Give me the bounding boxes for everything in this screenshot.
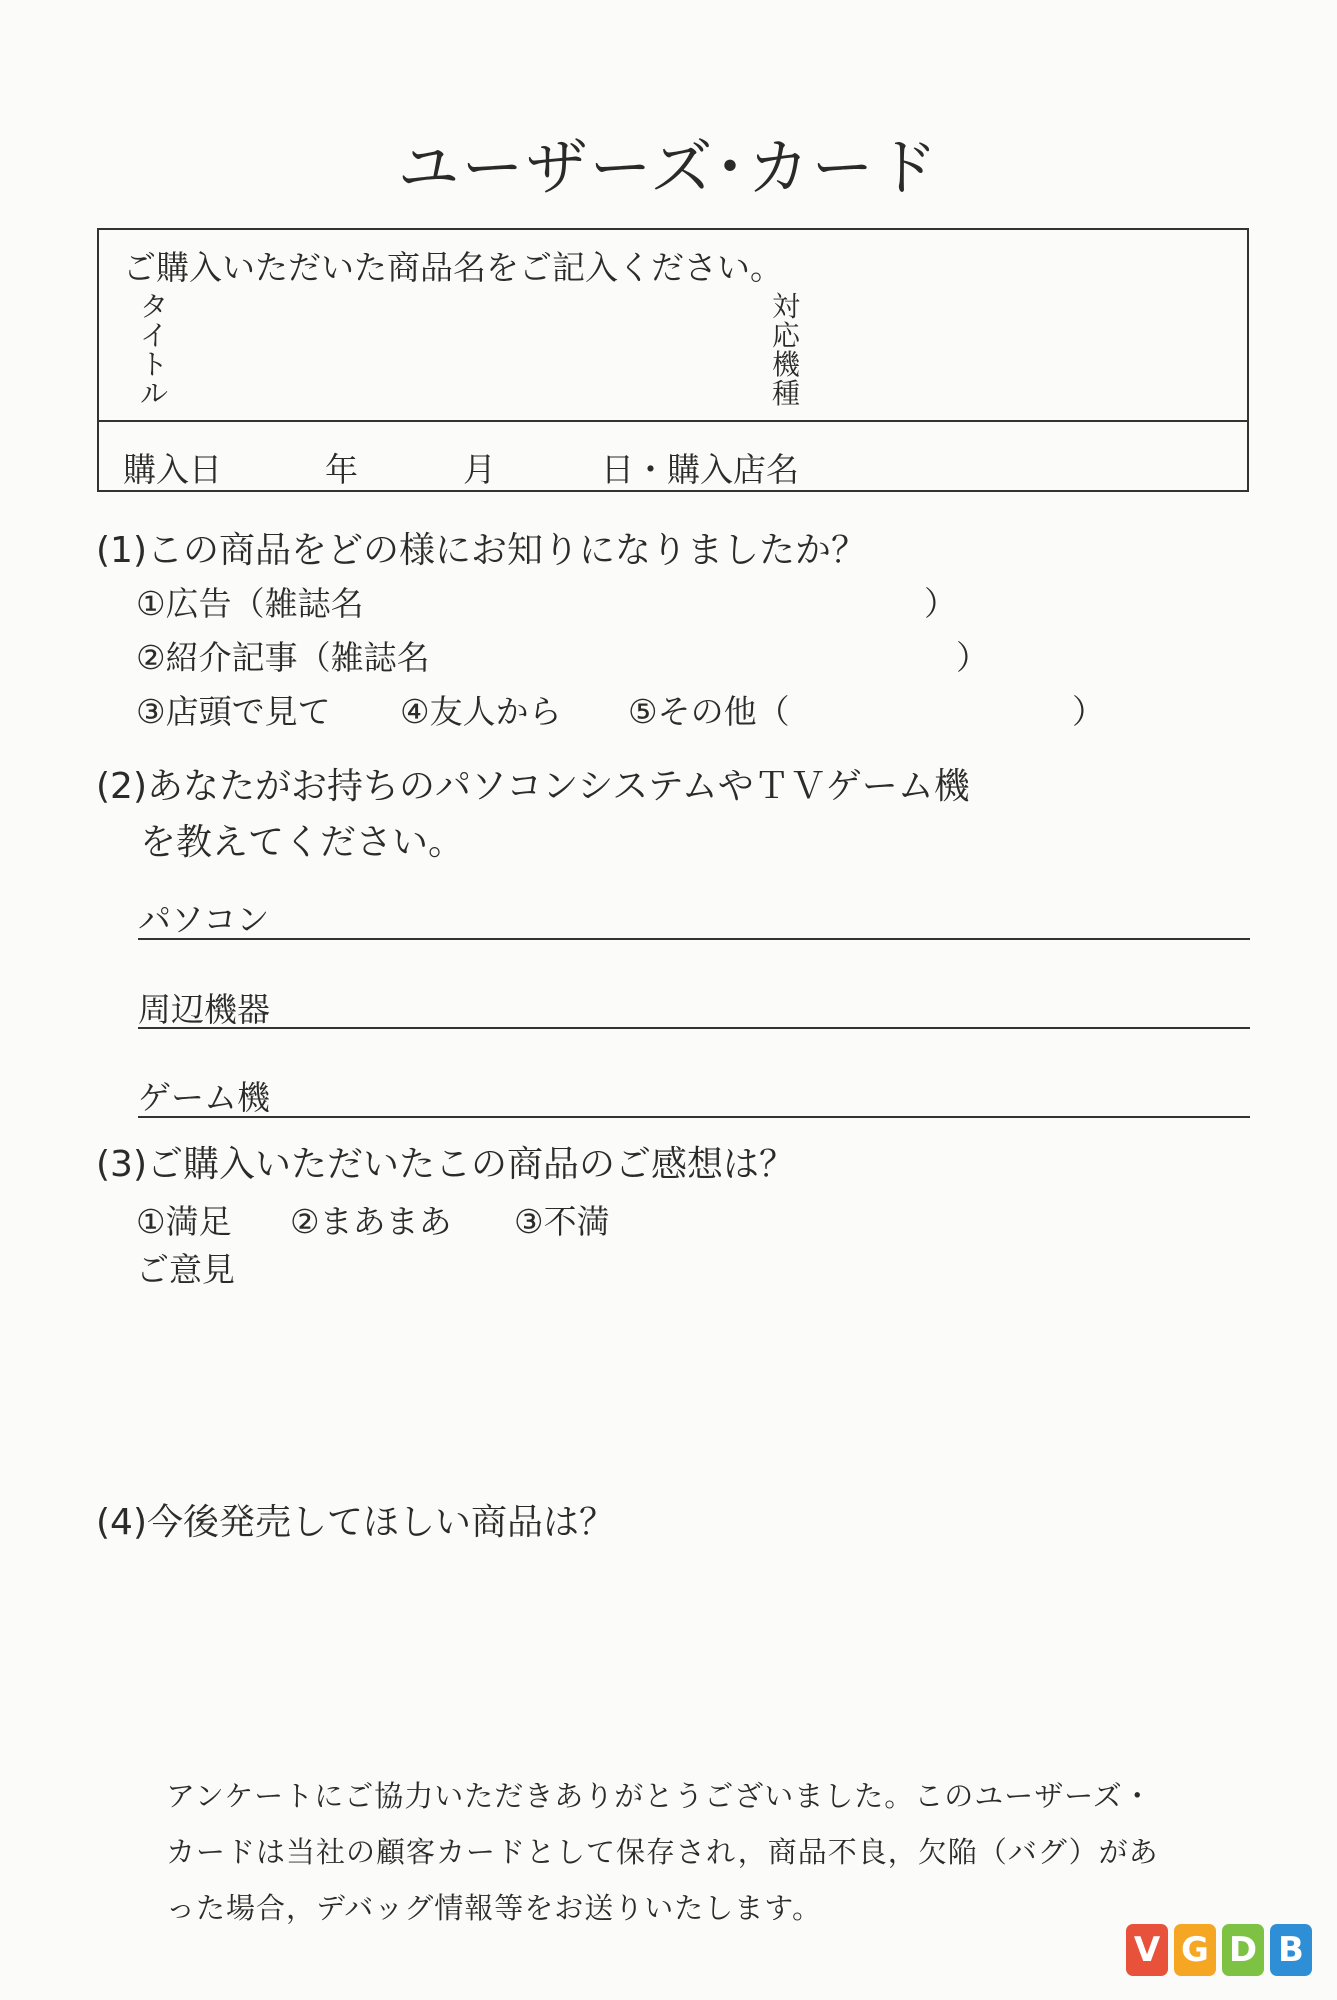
q1-option-friend: ④友人から <box>400 692 562 731</box>
logo-tile-v: V <box>1126 1924 1168 1976</box>
box-divider <box>99 420 1247 422</box>
day-store-label: 日・購入店名 <box>601 450 799 489</box>
q1-option-article-close: ） <box>956 638 989 677</box>
product-name-prompt: ご購入いただいた商品名をご記入ください。 <box>123 248 783 287</box>
platform-label: 対応機種 <box>771 290 800 410</box>
q1-option-other: ⑤その他（ <box>628 692 790 731</box>
purchase-date-label: 購入日 <box>123 450 222 489</box>
month-label: 月 <box>463 450 496 489</box>
question-4: (4)今後発売してほしい商品は？ <box>96 1502 615 1543</box>
q1-option-store: ③店頭で見て <box>136 692 331 731</box>
opinion-label: ご意見 <box>136 1250 235 1289</box>
product-info-box <box>97 228 1249 492</box>
peripheral-answer-line[interactable] <box>138 1027 1250 1029</box>
logo-tile-b: B <box>1270 1924 1312 1976</box>
page-title: ユーザーズ･カード <box>397 131 940 204</box>
logo-tile-d: D <box>1222 1924 1264 1976</box>
logo-tile-g: G <box>1174 1924 1216 1976</box>
year-label: 年 <box>325 450 358 489</box>
closing-line-1: アンケートにご協力いただきありがとうございました。このユーザーズ・ <box>166 1779 1153 1813</box>
vgdb-logo <box>1126 1924 1312 1976</box>
question-1: (1)この商品をどの様にお知りになりましたか？ <box>96 530 867 571</box>
q1-option-other-close: ） <box>1072 692 1105 731</box>
closing-line-2: カードは当社の顧客カードとして保存され，商品不良，欠陥（バグ）があ <box>166 1835 1159 1869</box>
q3-option-satisfied: ①満足 <box>136 1202 232 1241</box>
question-2-line2: を教えてください。 <box>140 822 465 863</box>
title-label: タイトル <box>139 290 168 410</box>
question-2-line1: (2)あなたがお持ちのパソコンシステムやＴＶゲーム機 <box>96 766 970 807</box>
q1-option-ad-close: ） <box>924 584 957 623</box>
question-3: (3)ご購入いただいたこの商品のご感想は？ <box>96 1144 795 1185</box>
q3-option-okay: ②まあまあ <box>290 1202 452 1241</box>
game-console-answer-line[interactable] <box>138 1116 1250 1118</box>
closing-line-3: った場合，デバッグ情報等をお送りいたします。 <box>166 1891 822 1925</box>
game-console-label: ゲーム機 <box>138 1078 270 1117</box>
peripheral-label: 周辺機器 <box>138 990 270 1029</box>
pc-answer-line[interactable] <box>138 938 1250 940</box>
q3-option-dissatisfied: ③不満 <box>514 1202 610 1241</box>
pc-label: パソコン <box>138 900 270 939</box>
q1-option-ad: ①広告（雑誌名 <box>136 584 364 623</box>
q1-option-article: ②紹介記事（雑誌名 <box>136 638 430 677</box>
